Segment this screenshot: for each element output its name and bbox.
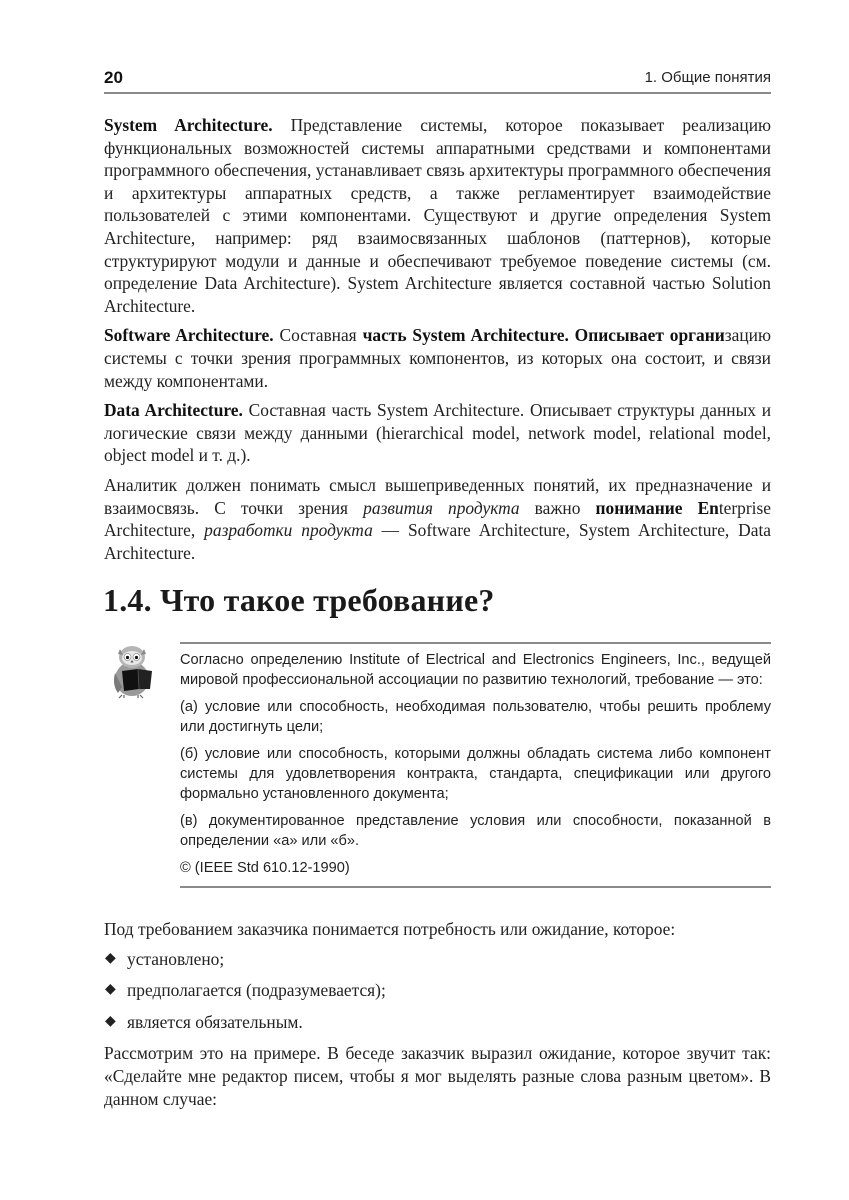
list-item <box>104 948 771 971</box>
diamond-bullet-icon: ◆ <box>105 982 116 998</box>
paragraph-analyst <box>104 474 771 564</box>
section-heading: 1.4. Что такое требование? <box>103 582 495 618</box>
term-software-architecture: Software Architecture. <box>104 325 274 346</box>
definition-text: зацию системы с точки зрения программных компонентов, из которых она состоит, и связи между компонентами. <box>104 325 771 391</box>
definition-source: © (IEEE Std 610.12-1990) <box>180 859 350 876</box>
definition-item-a: (а) условие или способность, необходимая пользователю, чтобы решить проблему или достигнуть цели; <box>180 698 771 736</box>
lower-body-text <box>104 918 771 1117</box>
definition-callout <box>180 642 771 888</box>
page-number: 20 <box>104 68 123 87</box>
list-item-text: предполагается (подразумевается); <box>127 980 386 1001</box>
list-item <box>104 979 771 1002</box>
paragraph-system-architecture <box>104 114 771 317</box>
running-header <box>104 66 771 94</box>
example-paragraph: Рассмотрим это на примере. В беседе заказчик выразил ожидание, которое звучит так: «Сделайте мне редактор писем, чтобы я мог выделять разные слова разным цветом». В данном случае: <box>104 1043 771 1109</box>
diamond-bullet-icon: ◆ <box>105 950 116 966</box>
body-text <box>104 114 771 571</box>
text: Аналитик должен понимать смысл вышеприведенных понятий, их предназначение и взаимосвязь. С точки зрения <box>104 474 771 518</box>
list-item-text: установлено; <box>127 948 225 969</box>
definition-bold-text: часть System Architecture. Описывает органи <box>362 325 725 346</box>
definition-item-b: (б) условие или способность, которыми должны обладать система либо компонент системы для удовлетворения контракта, стандарта, спецификации или другого формально установленного документа; <box>180 745 771 803</box>
term-data-architecture: Data Architecture. <box>104 400 243 421</box>
term-system-architecture: System Architecture. <box>104 115 273 135</box>
definition-text: Представление системы, которое показывает реализацию функциональных возможностей системы аппаратными средствами и компонентами программного обеспечения, устанавливает связь архитектуры программного обеспечения и архитектуры аппаратных средств, а также регламентирует взаимодействие пользователей с этими компонентами. Существуют и другие определения System Architecture, например: ряд взаимосвязанных шаблонов (паттернов), которые структурируют модули и данные и обеспечивают требуемое поведение системы (см. определение Data Architecture). System Architecture является составной частью Solution Architecture. <box>104 115 771 316</box>
diamond-bullet-icon: ◆ <box>105 1013 116 1029</box>
chapter-title: 1. Общие понятия <box>644 69 771 86</box>
text: важно <box>519 497 596 518</box>
paragraph-data-architecture <box>104 399 771 467</box>
list-item-text: является обязательным. <box>127 1011 303 1032</box>
italic-text: разработки продукта <box>204 520 373 541</box>
bold-text: понимание En <box>595 497 719 518</box>
definition-intro: Согласно определению Institute of Electrical and Electronics Engineers, Inc., ведущей мировой профессиональной ассоциации по развитию технологий, требование — это: <box>180 652 771 689</box>
italic-text: развития продукта <box>363 497 520 518</box>
requirement-intro: Под требованием заказчика понимается потребность или ожидание, которое: <box>104 919 676 939</box>
definition-item-c: (в) документированное представление условия или способности, показанной в определении «а» или «б». <box>180 812 771 850</box>
paragraph-software-architecture <box>104 324 771 392</box>
definition-text: Составная <box>273 325 363 346</box>
text: — Software Architecture, System Architecture, Data Architecture. <box>104 520 772 563</box>
list-item <box>104 1011 771 1034</box>
text: terprise Architecture, <box>104 497 771 541</box>
definition-text: Составная часть System Architecture. Описывает структуры данных и логические связи между данными (hierarchical model, network model, relational model, object model и т. д.). <box>104 400 772 466</box>
requirement-bullet-list <box>104 948 771 1034</box>
owl-reading-book-icon <box>108 643 160 699</box>
